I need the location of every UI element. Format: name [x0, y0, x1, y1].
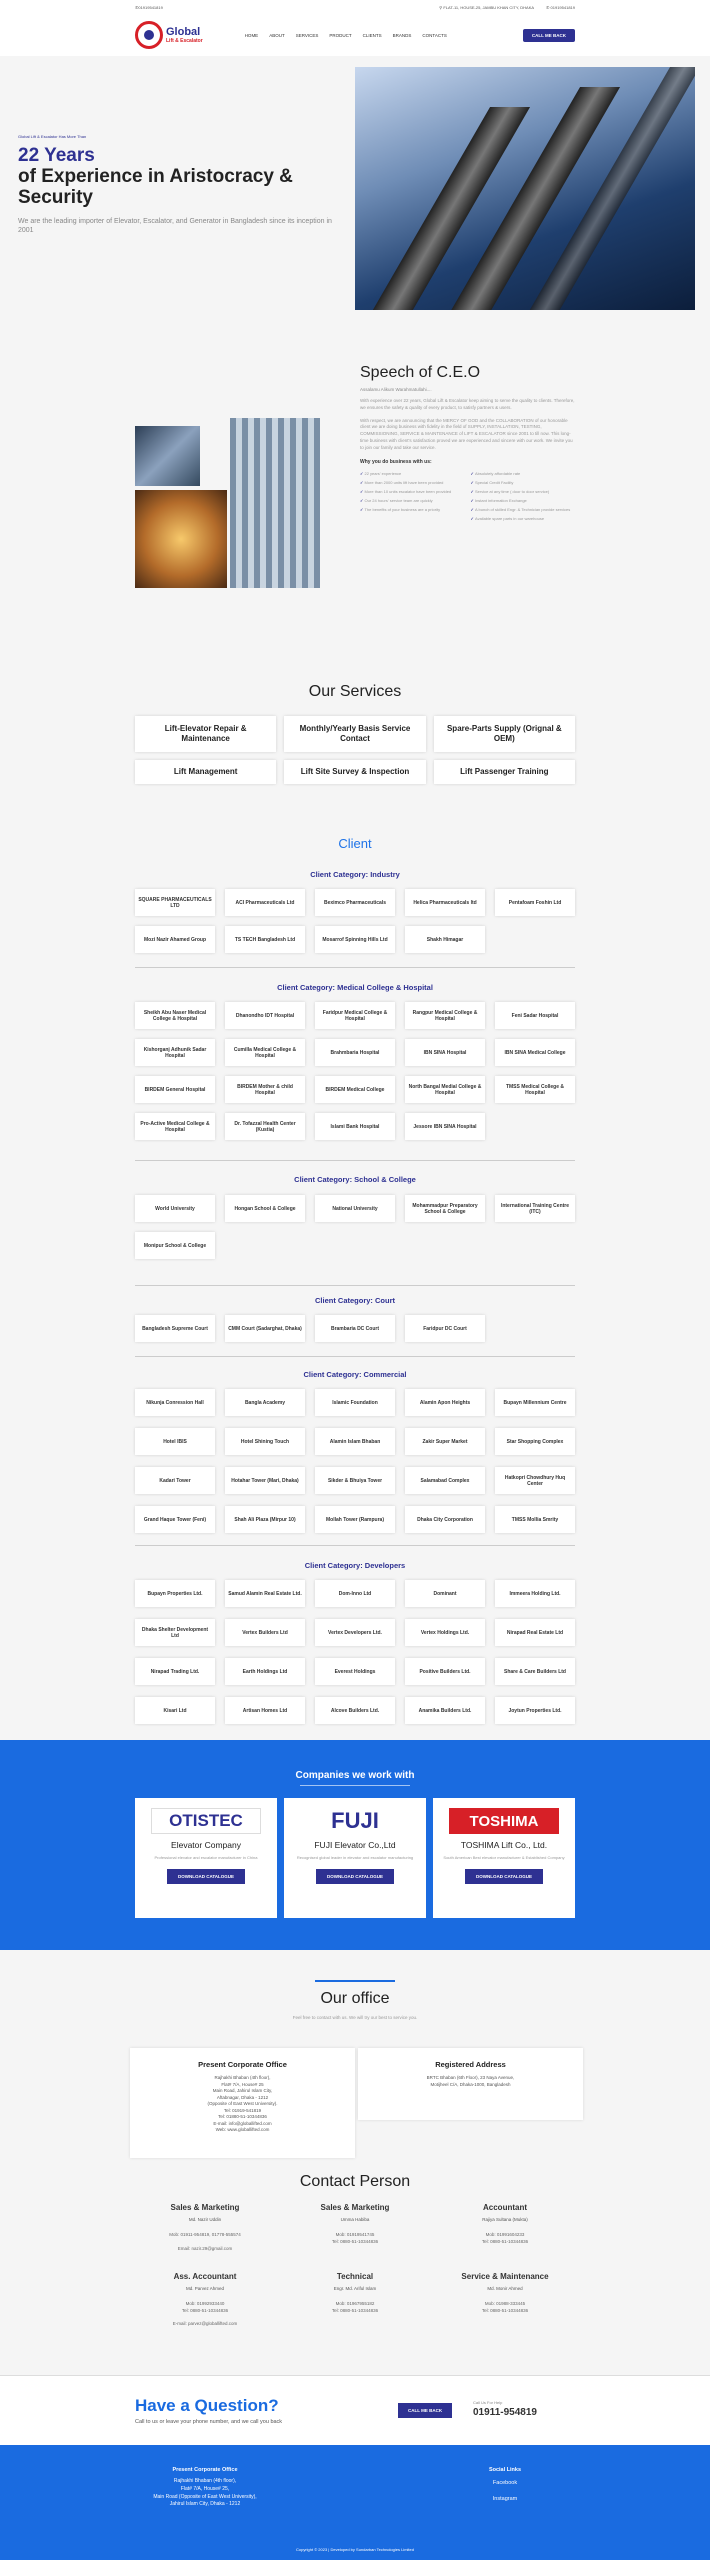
- client-card: World University: [135, 1195, 215, 1222]
- client-card: Anamika Builders Ltd.: [405, 1697, 485, 1724]
- company-desc: Recognised global leader in elevator and escalator manufacturing: [296, 1855, 414, 1860]
- client-card: Dhaka Shelter Development Ltd: [135, 1619, 215, 1646]
- client-card: Nirapad Real Estate Ltd: [495, 1619, 575, 1646]
- hero-title: of Experience in Aristocracy & Security: [18, 166, 293, 208]
- client-card: Helica Pharmaceuticals ltd: [405, 889, 485, 916]
- client-card: BIRDEM General Hospital: [135, 1076, 215, 1103]
- download-catalogue-button[interactable]: DOWNLOAD CATALOGUE: [316, 1869, 394, 1884]
- download-catalogue-button[interactable]: DOWNLOAD CATALOGUE: [465, 1869, 543, 1884]
- service-card[interactable]: Lift Passenger Training: [434, 760, 575, 784]
- client-card: Bupayn Properties Ltd.: [135, 1580, 215, 1607]
- logo-mark-icon: [135, 21, 163, 49]
- category-developers: Client Category: Developers: [304, 1561, 406, 1570]
- client-card: Samud Alamin Real Estate Ltd.: [225, 1580, 305, 1607]
- client-card: TS TECH Bangladesh Ltd: [225, 926, 305, 953]
- present-office-title: Present Corporate Office: [198, 2060, 287, 2069]
- lift-image-1: [135, 426, 200, 486]
- company-name: Elevator Company: [171, 1840, 241, 1850]
- category-industry: Client Category: Industry: [310, 870, 400, 879]
- call-me-back-button[interactable]: CALL ME BACK: [523, 29, 575, 42]
- office-title: Our office: [320, 1990, 390, 2007]
- client-card: Alamin Apon Heights: [405, 1389, 485, 1416]
- divider: [135, 1160, 575, 1161]
- feature-list: [360, 471, 575, 521]
- client-card: Vertex Builders Ltd: [225, 1619, 305, 1646]
- toshima-logo: TOSHIMA: [449, 1808, 559, 1834]
- client-card: IBN SINA Hospital: [405, 1039, 485, 1066]
- contact-name: Md. Parvez Ahmed: [185, 2286, 225, 2291]
- registered-office-address: BRTC Bhaban (6th Floor), 23 Naya Avenue, Motijheel C/A, Dhaka-1000, Bangladesh: [426, 2075, 515, 2087]
- client-card: Zakir Super Market: [405, 1428, 485, 1455]
- contact-info: Mob: 01992933440 Tel: 0880-51-10344836 E-mail: parvez@globallifted.com: [172, 2301, 238, 2327]
- client-grid-industry: [135, 889, 575, 953]
- facebook-link[interactable]: Facebook: [492, 2480, 518, 2486]
- client-card: Pro-Active Medical College & Hospital: [135, 1113, 215, 1140]
- footer-office-title: Present Corporate Office: [172, 2467, 238, 2473]
- ceo-para-2: With respect, we are announcing that the MERCY OF GOD and the COLLABORATION of our honorable client we are doing business with fidelity in the field of SUPPLY, INSTALLATION, TESTING, COMMISSIONING, SERVICE & MAINTENANCE of LIFT & ESCALATOR since 2001 to till now. This long-time business with client's satisfaction proved we are experienced and sincere with our work. We invite you to join our family and take our service.: [360, 417, 573, 450]
- client-card: Immeera Holding Ltd.: [495, 1580, 575, 1607]
- question-sub: Call to us or leave your phone number, and we call you back: [135, 2419, 283, 2425]
- contact-info: Mob: 01988-333445 Tel: 0880-51-10344836: [481, 2301, 529, 2313]
- footer-social-title: Social Links: [488, 2467, 522, 2473]
- client-card: Hotahar Tower (Mari, Dhaka): [225, 1467, 305, 1494]
- client-card: SQUARE PHARMACEUTICALS LTD: [135, 889, 215, 916]
- client-grid-developers: [135, 1580, 575, 1724]
- company-desc: Professional elevator and escalator manufacturer in China: [154, 1855, 258, 1860]
- company-card: [284, 1798, 426, 1918]
- client-card: Kisari Ltd: [135, 1697, 215, 1724]
- present-office-address: Rajhakhi Bhaban (4th floor), Flat# 7/A, House# 25 Main Road, Jahirul Islam City, Aftabnagar, Dhaka - 1212 (Opposite of East West University). Tel: 01919-541819 Tel: 01880-51-10344836 E-mail: info@globallifted.com Web: www.globallifted.com: [207, 2075, 278, 2133]
- location-icon: ⚲: [439, 4, 444, 10]
- contact-name: Engr. Md. Ariful Islam: [333, 2286, 377, 2291]
- client-card: Bangla Academy: [225, 1389, 305, 1416]
- otistec-logo: OTISTEC: [151, 1808, 261, 1834]
- service-card[interactable]: Monthly/Yearly Basis Service Contact: [284, 716, 425, 752]
- client-card: CMM Court (Sadarghat, Dhaka): [225, 1315, 305, 1342]
- instagram-link[interactable]: Instagram: [492, 2496, 518, 2502]
- client-card: Kadari Tower: [135, 1467, 215, 1494]
- client-card: TMSS Medical College & Hospital: [495, 1076, 575, 1103]
- client-card: Artisan Homes Ltd: [225, 1697, 305, 1724]
- contact-person: [290, 2203, 420, 2246]
- divider: [135, 1356, 575, 1357]
- lift-image-2: [230, 418, 320, 588]
- client-card: Hotel Shining Touch: [225, 1428, 305, 1455]
- download-catalogue-button[interactable]: DOWNLOAD CATALOGUE: [167, 1869, 245, 1884]
- divider: [135, 967, 575, 968]
- contact-name: Md. Nazir Uddin: [188, 2217, 222, 2222]
- client-card: Star Shopping Complex: [495, 1428, 575, 1455]
- client-card: Shah Ali Plaza (Mirpur 10): [225, 1506, 305, 1533]
- contact-info: Mob: 01991604233 Tel: 0880-51-10344836: [481, 2232, 529, 2244]
- contact-info: Mob: 01911-954819, 01778-555574 Email: nazir.29@gmail.com: [169, 2232, 241, 2251]
- ceo-title: Speech of C.E.O: [360, 364, 481, 381]
- client-card: Nirapad Trading Ltd.: [135, 1658, 215, 1685]
- client-card: Pentafoam Foshin Ltd: [495, 889, 575, 916]
- feature-item: ✓ Instant information Exchange: [471, 498, 576, 503]
- present-office-card: [130, 2048, 355, 2158]
- escalator-image: [355, 67, 695, 310]
- contact-person: [440, 2272, 570, 2315]
- topbar-address: FLAT-11, HOUSE-25, JAMBU KHAN CITY, DHAKA: [443, 4, 535, 10]
- category-court: Client Category: Court: [314, 1296, 395, 1305]
- feature-item: ✓ Service at any time ( door to door service): [471, 489, 576, 494]
- client-card: Cumilla Medical College & Hospital: [225, 1039, 305, 1066]
- hero: [18, 134, 348, 235]
- lift-image-3: [135, 490, 227, 588]
- client-card: National University: [315, 1195, 395, 1222]
- ceo-speech: [360, 364, 575, 521]
- copyright: Copyright © 2023 | Developed by Sundarban Technologies Limited: [296, 2547, 414, 2552]
- client-grid-medical: [135, 1002, 575, 1140]
- client-card: Faridpur Medical College & Hospital: [315, 1002, 395, 1029]
- service-card[interactable]: Spare-Parts Supply (Orignal & OEM): [434, 716, 575, 752]
- registered-office-title: Registered Address: [435, 2060, 506, 2069]
- hero-text: We are the leading importer of Elevator, Escalator, and Generator in Bangladesh since its inception in 2001: [18, 217, 332, 234]
- topbar-phone[interactable]: 01919541819: [138, 4, 163, 10]
- header: [0, 14, 710, 56]
- client-card: Dominant: [405, 1580, 485, 1607]
- client-card: Mozi Nazir Ahamed Group: [135, 926, 215, 953]
- client-card: Mohammadpur Preparatory School & College: [405, 1195, 485, 1222]
- topbar-mobile[interactable]: 01919541819: [550, 4, 575, 10]
- client-card: Alamin Islam Bhaban: [315, 1428, 395, 1455]
- client-grid-court: [135, 1315, 575, 1342]
- contact-name: Umma Habiba: [340, 2217, 370, 2222]
- phone-icon: ✆: [135, 4, 139, 10]
- client-card: Dr. Tofazzal Health Center (Kustia): [225, 1113, 305, 1140]
- feature-item: ✓ Our 24 hours' service team are quickly: [360, 498, 465, 503]
- client-grid-school: [135, 1195, 575, 1259]
- client-card: BIRDEM Medical College: [315, 1076, 395, 1103]
- contact-role: Service & Maintenance: [461, 2272, 549, 2281]
- office-sub: Feel free to contact with us. We will try our best to service you.: [292, 2015, 418, 2020]
- client-card: IBN SINA Medical College: [495, 1039, 575, 1066]
- nav-clients[interactable]: CLIENTS: [362, 32, 382, 38]
- client-card: Grand Haque Tower (Feni): [135, 1506, 215, 1533]
- client-card: Kishorganj Adhunik Sadar Hospital: [135, 1039, 215, 1066]
- client-card: Mollah Tower (Rampura): [315, 1506, 395, 1533]
- logo[interactable]: [135, 21, 203, 49]
- client-card: BIRDEM Mother & child Hospital: [225, 1076, 305, 1103]
- feature-item: ✓ More than 2000 units lift have been provided: [360, 480, 465, 485]
- client-card: Earth Holdings Ltd: [225, 1658, 305, 1685]
- client-card: Nikunja Conression Hall: [135, 1389, 215, 1416]
- client-card: Mosarrof Spinning Hills Ltd: [315, 926, 395, 953]
- client-card: Islami Bank Hospital: [315, 1113, 395, 1140]
- contact-person: [140, 2203, 270, 2252]
- call-label: Call Us For Help: [473, 2400, 503, 2405]
- contact-title: Contact Person: [299, 2173, 411, 2190]
- ceo-images: [135, 418, 320, 588]
- client-card: Islamic Foundation: [315, 1389, 395, 1416]
- divider: [135, 1285, 575, 1286]
- client-card: Beximco Pharmaceuticals: [315, 889, 395, 916]
- divider: [315, 1980, 395, 1982]
- nav-contacts[interactable]: CONTACTS: [422, 32, 447, 38]
- call-me-back-button[interactable]: CALL ME BACK: [398, 2403, 452, 2418]
- client-card: Jessore IBN SINA Hospital: [405, 1113, 485, 1140]
- nav-about[interactable]: ABOUT: [269, 32, 285, 38]
- contact-role: Sales & Marketing: [320, 2203, 390, 2212]
- why-heading: Why you do business with us:: [360, 459, 432, 466]
- question-title: Have a Question?: [135, 2396, 279, 2415]
- feature-item: ✓ Special Credit Facility: [471, 480, 576, 485]
- client-grid-commercial: [135, 1389, 575, 1533]
- service-card[interactable]: Lift Site Survey & Inspection: [284, 760, 425, 784]
- divider: [135, 1545, 575, 1546]
- category-medical: Client Category: Medical College & Hospital: [277, 983, 433, 992]
- company-card: [433, 1798, 575, 1918]
- feature-item: ✓ Available spare parts in our warehouse: [471, 516, 576, 521]
- hero-kicker: Global Lift & Escalator Has More Than: [18, 134, 87, 139]
- client-card: North Bangal Medial College & Hospital: [405, 1076, 485, 1103]
- client-title: Client: [338, 836, 372, 851]
- contact-person: [140, 2272, 270, 2328]
- feature-item: ✓ A bunch of skilled Engr. & Technician provide services: [471, 507, 576, 512]
- contact-name: Rajiya Sultana (Mukta): [482, 2217, 528, 2222]
- client-card: Rangpur Medical College & Hospital: [405, 1002, 485, 1029]
- hero-years: 22 Years: [18, 145, 95, 166]
- feature-item: ✓ Absolutely affordable rate: [471, 471, 576, 476]
- service-card[interactable]: Lift-Elevator Repair & Maintenance: [135, 716, 276, 752]
- contact-info: Mob: 01967955182 Tel: 0880-51-10344836: [331, 2301, 379, 2313]
- client-card: Feni Sadar Hospital: [495, 1002, 575, 1029]
- client-card: Vertex Holdings Ltd.: [405, 1619, 485, 1646]
- services-title: Our Services: [308, 683, 402, 700]
- client-card: Hatkopri Chowdhury Huq Center: [495, 1467, 575, 1494]
- client-card: Bangladesh Supreme Court: [135, 1315, 215, 1342]
- nav-product[interactable]: PRODUCT: [329, 32, 352, 38]
- mobile-icon: ✆: [546, 4, 551, 10]
- client-card: ACI Pharmaceuticals Ltd: [225, 889, 305, 916]
- question-section: [0, 2375, 710, 2445]
- contact-info: Mob: 01919541745 Tel: 0880-51-10344836: [331, 2232, 379, 2244]
- client-card: Dom-Inno Ltd: [315, 1580, 395, 1607]
- client-card: Bupayn Millennium Centre: [495, 1389, 575, 1416]
- client-card: Faridpur DC Court: [405, 1315, 485, 1342]
- client-card: Vertex Developers Ltd.: [315, 1619, 395, 1646]
- client-card: Positive Builders Ltd.: [405, 1658, 485, 1685]
- service-card[interactable]: Lift Management: [135, 760, 276, 784]
- client-card: Shakh Himagar: [405, 926, 485, 953]
- client-card: Hotel IBIS: [135, 1428, 215, 1455]
- client-card: Monipur School & College: [135, 1232, 215, 1259]
- client-card: Share & Care Builders Ltd: [495, 1658, 575, 1685]
- brand-name: Global: [166, 25, 201, 38]
- client-card: Everest Holdings: [315, 1658, 395, 1685]
- nav-services[interactable]: SERVICES: [295, 32, 319, 38]
- contact-person: [440, 2203, 570, 2246]
- client-card: Sheikh Abu Naser Medical College & Hospital: [135, 1002, 215, 1029]
- client-card: Hongan School & College: [225, 1195, 305, 1222]
- category-school: Client Category: School & College: [294, 1175, 416, 1184]
- contact-role: Sales & Marketing: [170, 2203, 240, 2212]
- footer: [0, 2445, 710, 2560]
- company-name: TOSHIMA Lift Co., Ltd.: [460, 1840, 548, 1850]
- client-card: Dhanondho IDT Hospital: [225, 1002, 305, 1029]
- help-number[interactable]: 01911-954819: [473, 2407, 537, 2418]
- divider: [300, 1785, 410, 1786]
- feature-item: ✓ 22 years' experience: [360, 471, 465, 476]
- client-card: Joytun Properties Ltd.: [495, 1697, 575, 1724]
- company-card: [135, 1798, 277, 1918]
- category-commercial: Client Category: Commercial: [303, 1370, 407, 1379]
- brand-tagline: Lift & Escalator: [166, 37, 203, 44]
- main-nav: [245, 33, 447, 38]
- client-card: Brambaria DC Court: [315, 1315, 395, 1342]
- client-card: Dhaka City Corporation: [405, 1506, 485, 1533]
- registered-office-card: [358, 2048, 583, 2120]
- fuji-logo: FUJI: [331, 1808, 379, 1833]
- contact-role: Ass. Accountant: [173, 2272, 237, 2281]
- contact-name: Md. Monir Ahmed: [487, 2286, 523, 2291]
- ceo-para-1: With experience over 22 years, Global Lift & Escalator keep aiming to serve the quality to clients. Therefore, we ensures the safety & quality of every product, to satisfy partners & users.: [360, 398, 575, 410]
- feature-item: ✓ The benefits of your business are a priority: [360, 507, 465, 512]
- client-card: Sikder & Bhuiya Tower: [315, 1467, 395, 1494]
- contact-person: [290, 2272, 420, 2315]
- ceo-greeting: Assalamu Alikum Warahmatullahi....: [360, 387, 432, 392]
- contact-role: Accountant: [483, 2203, 527, 2212]
- company-desc: South American Best elevator manufacturer & Established Company: [443, 1855, 565, 1860]
- company-name: FUJI Elevator Co.,Ltd: [314, 1840, 396, 1850]
- companies-title: Companies we work with: [295, 1770, 415, 1781]
- client-card: Salamabad Complex: [405, 1467, 485, 1494]
- contact-role: Technical: [336, 2272, 374, 2281]
- client-card: Alcove Builders Ltd.: [315, 1697, 395, 1724]
- client-card: TMSS Mollia Smrity: [495, 1506, 575, 1533]
- topbar: [0, 0, 710, 14]
- footer-address: Rajhakhi Bhaban (4th floor), Flat# 7/A, House# 25, Main Road (Opposite of East West University), Jahirul Islam City, Dhaka - 1212: [153, 2478, 257, 2508]
- services-grid: [135, 716, 575, 784]
- feature-item: ✓ More than 10 units escalator have been provided: [360, 489, 465, 494]
- client-card: International Training Centre (ITC): [495, 1195, 575, 1222]
- nav-brands[interactable]: BRANDS: [392, 32, 412, 38]
- client-card: Brahmbaria Hospital: [315, 1039, 395, 1066]
- nav-home[interactable]: HOME: [244, 32, 259, 38]
